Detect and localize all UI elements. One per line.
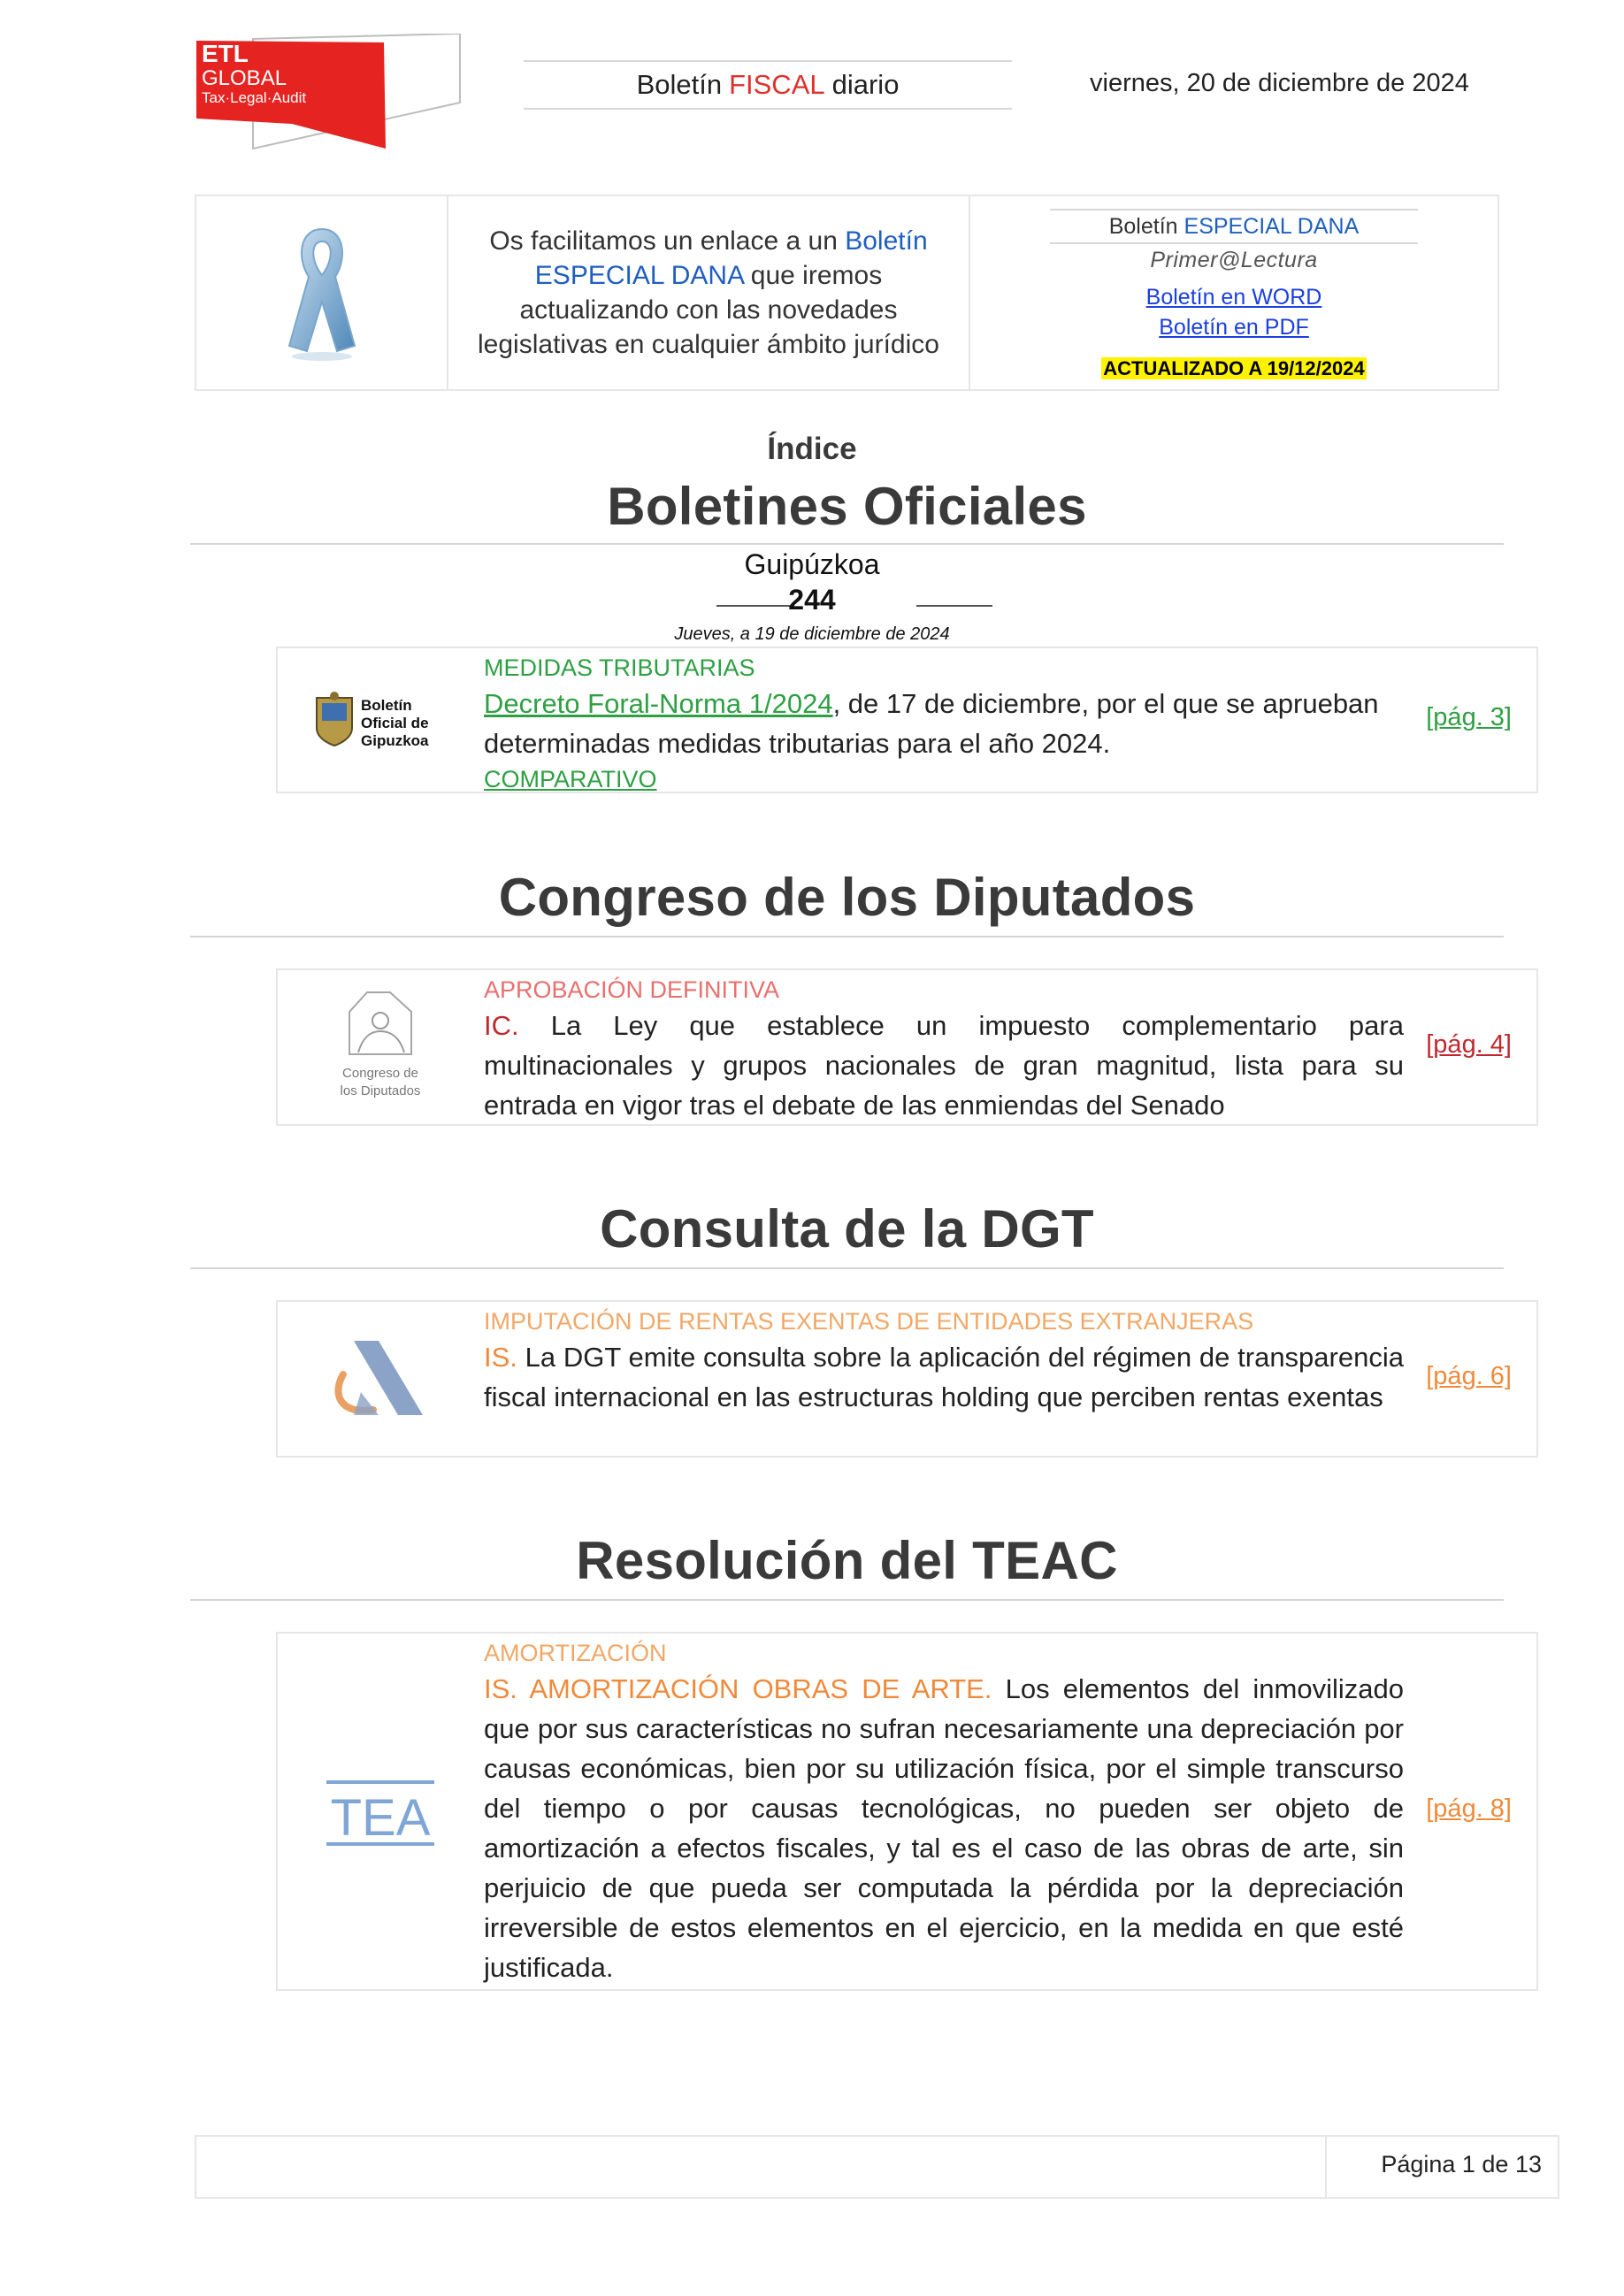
bulletin-title — [524, 60, 1012, 110]
bulletin-title-highlight: FISCAL — [729, 69, 825, 100]
entry-dgt — [276, 1300, 1538, 1458]
gipuzkoa-logo-line3: Gipuzkoa — [361, 732, 429, 749]
banner-text-part1: Os facilitamos un enlace a un — [489, 226, 838, 256]
entry-category: APROBACIÓN DEFINITIVA — [484, 976, 780, 1003]
page-link-6[interactable]: [pág. 6] — [1426, 1362, 1512, 1390]
etl-global-logo — [196, 34, 462, 157]
entry-body-text: Los elementos del inmovilizado que por sus características no sufran necesariamente una depreciación por causas económicas, bien por su utilización física, por el simple transcurso del tiempo o por causas tecnológicas, no pueden ser objeto de amortización a efectos fiscales, y tal es el caso de las obras de arte, sin perjuicio de que pueda ser computada la pérdida por la depreciación irreversible de estos elementos en el ejercicio, en la medida en que esté justificada. — [484, 1673, 1404, 1983]
gipuzkoa-coat-of-arms-icon — [310, 689, 451, 751]
decreto-link[interactable]: Decreto Foral-Norma 1/2024 — [484, 688, 833, 719]
entry-category: AMORTIZACIÓN — [484, 1640, 667, 1666]
tea-logo-text: TEA — [330, 1789, 431, 1847]
banner-text-part2: que iremos actualizando con las novedades legislativas en cualquier ámbito jurídico — [478, 261, 939, 359]
awareness-ribbon-icon — [273, 222, 371, 364]
section-title-boletines: Boletines Oficiales — [190, 476, 1504, 545]
entry-body — [484, 1337, 1404, 1417]
bulletin-number: 244 — [788, 584, 836, 616]
teac-logo — [278, 1634, 483, 1989]
index-heading: Índice — [767, 432, 857, 466]
entry-tag: IS. AMORTIZACIÓN OBRAS DE ARTE. — [484, 1673, 992, 1704]
entry-content — [484, 1637, 1404, 1987]
entry-congreso — [276, 968, 1538, 1126]
links-title-prefix: Boletín — [1108, 214, 1178, 239]
entry-tag: IC. — [484, 1010, 519, 1041]
gipuzkoa-logo-line2: Oficial de — [361, 715, 429, 731]
ribbon-cell — [196, 196, 448, 389]
entry-body — [484, 684, 1404, 763]
entry-boletines — [276, 647, 1538, 793]
footer-divider — [1325, 2137, 1327, 2197]
congreso-logo-line1: Congreso de — [342, 1066, 418, 1081]
dana-banner — [195, 195, 1499, 391]
entry-body-text: La Ley que establece un impuesto complementario para multinacionales y grupos nacionales de gran magnitud, lista para su entrada en vigor tras el debate de las enmiendas del Senado — [484, 1010, 1404, 1121]
updated-badge-text: ACTUALIZADO A 19/12/2024 — [1103, 357, 1365, 379]
entry-tag: IS. — [484, 1342, 517, 1373]
gipuzkoa-logo — [278, 648, 483, 792]
word-link[interactable]: Boletín en WORD — [1145, 285, 1322, 310]
congreso-logo-line2: los Diputados — [340, 1083, 421, 1098]
entry-content — [484, 652, 1404, 795]
congreso-logo — [278, 970, 483, 1124]
dana-banner-text — [448, 196, 970, 389]
entry-body-text: , de 17 de diciembre, por el que se aprueban determinadas medidas tributarias para el año 2024. — [484, 688, 1379, 759]
section-title-teac: Resolución del TEAC — [190, 1530, 1504, 1601]
logo-text-etl: ETL — [202, 40, 249, 67]
banner-text-link[interactable]: Boletín ESPECIAL DANA — [534, 226, 928, 290]
gipuzkoa-logo-line1: Boletín — [361, 697, 412, 714]
page-link-3[interactable]: [pág. 3] — [1426, 703, 1512, 731]
province-name: Guipúzkoa — [744, 548, 880, 580]
logo-text-tagline: Tax·Legal·Audit — [202, 89, 307, 106]
congreso-emblem-icon — [332, 985, 429, 1109]
entry-body-text: La DGT emite consulta sobre la aplicación del régimen de transparencia fiscal internacional en las estructuras holding que perciben rentas exentas — [484, 1342, 1404, 1412]
section-title-dgt: Consulta de la DGT — [190, 1198, 1504, 1269]
entry-body — [484, 1006, 1404, 1125]
entry-content — [484, 1305, 1404, 1417]
comparativo-link[interactable]: COMPARATIVO — [484, 766, 657, 792]
entry-category: IMPUTACIÓN DE RENTAS EXENTAS DE ENTIDADES EXTRANJERAS — [484, 1308, 1254, 1335]
bulletin-title-suffix: diario — [831, 69, 900, 100]
entry-content — [484, 974, 1404, 1125]
pdf-link[interactable]: Boletín en PDF — [1159, 315, 1309, 340]
dana-links-title — [1050, 209, 1418, 244]
updated-badge — [970, 357, 1498, 380]
entry-category: MEDIDAS TRIBUTARIAS — [484, 654, 755, 681]
page-link-4[interactable]: [pág. 4] — [1426, 1030, 1512, 1059]
links-title-highlight: ESPECIAL DANA — [1184, 214, 1360, 239]
page-number: Página 1 de 13 — [1381, 2151, 1542, 2177]
bulletin-date: viernes, 20 de diciembre de 2024 — [1090, 69, 1469, 97]
dana-links-cell — [970, 196, 1498, 389]
primer-lectura-label: Primer@Lectura — [1150, 248, 1318, 272]
page-footer — [195, 2135, 1559, 2199]
aeat-logo — [278, 1302, 483, 1456]
logo-text-global: GLOBAL — [202, 66, 287, 90]
bulletin-issue-date: Jueves, a 19 de diciembre de 2024 — [674, 624, 950, 644]
section-title-congreso: Congreso de los Diputados — [190, 867, 1504, 938]
agencia-tributaria-icon — [327, 1330, 433, 1427]
entry-teac — [276, 1632, 1538, 1991]
page-link-8[interactable]: [pág. 8] — [1426, 1795, 1512, 1823]
entry-body — [484, 1669, 1404, 1987]
number-line-right — [916, 605, 992, 607]
bulletin-title-prefix: Boletín — [636, 69, 723, 100]
tea-logo-icon — [323, 1772, 438, 1851]
